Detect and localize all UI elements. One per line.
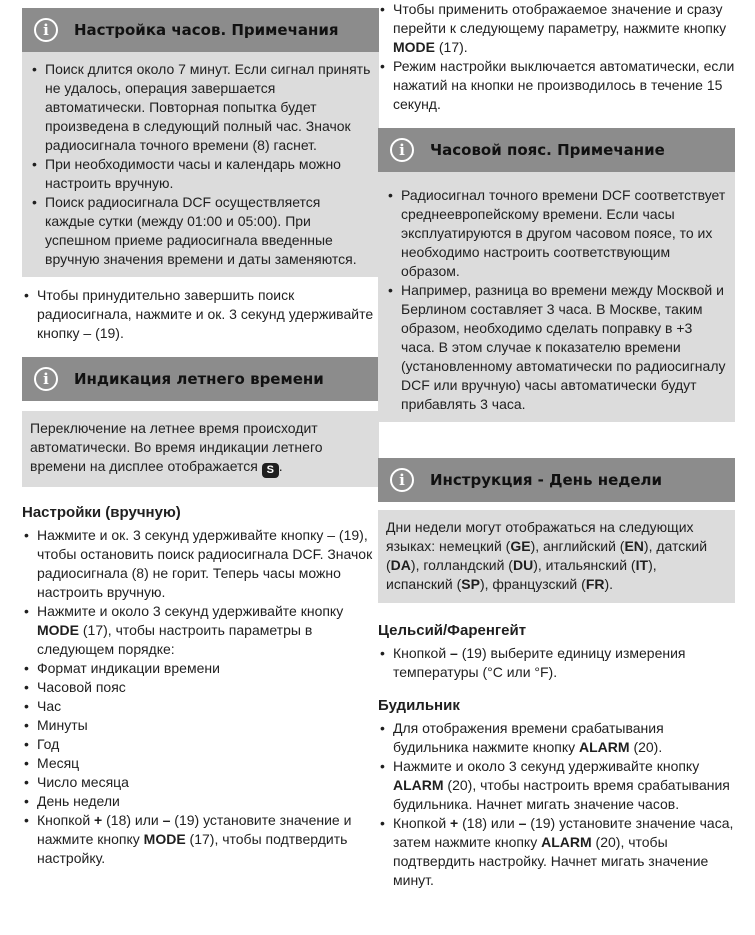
- list-item: • Формат индикации времени: [22, 659, 379, 678]
- info-icon: i: [34, 18, 58, 42]
- list-item: • Поиск радиосигнала DCF осуществляется каждые сутки (между 01:00 и 05:00). При успешном приеме радиосигнала введенные вручную значения времени и даты заменяются.: [30, 193, 371, 269]
- info-icon: i: [34, 367, 58, 391]
- alarm-title: Будильник: [378, 697, 460, 714]
- right-column: [378, 0, 735, 890]
- list-item: • Час: [22, 697, 379, 716]
- list-item: • Число месяца: [22, 773, 379, 792]
- manual-settings-title: Настройки (вручную): [22, 504, 181, 521]
- list-item: • День недели: [22, 792, 379, 811]
- list-item: • Месяц: [22, 754, 379, 773]
- clock-notes-box: [22, 52, 379, 277]
- list-item: • Чтобы принудительно завершить поиск радиосигнала, нажмите и ок. 3 секунд удерживайте кнопку – (19).: [22, 286, 379, 343]
- list-item: • Режим настройки выключается автоматически, если нажатий на кнопки не производилось в течение 15 секунд.: [378, 57, 735, 114]
- list-item: • Часовой пояс: [22, 678, 379, 697]
- info-icon: i: [390, 138, 414, 162]
- list-item: • Нажмите и около 3 секунд удерживайте кнопку ALARM (20), чтобы настроить время срабатывания будильника. Начнет мигать значение часов.: [378, 757, 735, 814]
- timezone-box: [378, 172, 735, 422]
- weekday-header: [378, 458, 735, 502]
- list-item: • Для отображения времени срабатывания будильника нажмите кнопку ALARM (20).: [378, 719, 735, 757]
- dst-text: Переключение на летнее время происходит автоматически. Во время индикации летнего времени на дисплее отображается: [30, 420, 323, 474]
- list-item: • Кнопкой + (18) или – (19) установите значение часа, затем нажмите кнопку ALARM (20), чтобы подтвердить настройку. Начнет мигать значение минут.: [378, 814, 735, 890]
- list-item: • Кнопкой + (18) или – (19) установите значение и нажмите кнопку MODE (17), чтобы подтвердить настройку.: [22, 811, 379, 868]
- list-item: • Чтобы применить отображаемое значение и сразу перейти к следующему параметру, нажмите кнопку MODE (17).: [378, 0, 735, 57]
- timezone-title: Часовой пояс. Примечание: [430, 140, 665, 159]
- info-icon: i: [390, 468, 414, 492]
- list-item: • Например, разница во времени между Москвой и Берлином составляет 3 часа. В Москве, таким образом, необходимо сделать поправку в +3 часа. В этом случае к показателю времени (установленному автоматически по радиосигналу DCF или вручную) часы автоматически будут прибавлять 3 часа.: [386, 281, 727, 414]
- timezone-header: [378, 128, 735, 172]
- weekday-title: Инструкция - День недели: [430, 470, 663, 489]
- temperature-title: Цельсий/Фаренгейт: [378, 622, 527, 639]
- list-item: • Год: [22, 735, 379, 754]
- list-item: • Нажмите и около 3 секунд удерживайте кнопку MODE (17), чтобы настроить параметры в следующем порядке:: [22, 602, 379, 659]
- list-item: • Радиосигнал точного времени DCF соответствует среднеевропейскому времени. Если часы эксплуатируются в другом часовом поясе, то их необходимо настроить соответствующим образом.: [386, 186, 727, 281]
- settings-order-list: [22, 659, 379, 811]
- summer-time-icon: S: [262, 463, 279, 478]
- clock-notes-header: [22, 8, 379, 52]
- list-item: • Минуты: [22, 716, 379, 735]
- list-item: • Кнопкой – (19) выберите единицу измерения температуры (°C или °F).: [378, 644, 735, 682]
- list-item: • При необходимости часы и календарь можно настроить вручную.: [30, 155, 371, 193]
- dst-box: Переключение на летнее время происходит автоматически. Во время индикации летнего времени на дисплее отображается S .: [22, 411, 379, 487]
- weekday-box: Дни недели могут отображаться на следующих языках: немецкий (GE), английский (EN), датский (DA), голландский (DU), итальянский (IT), испанский (SP), французский (FR).: [378, 510, 735, 603]
- clock-notes-title: Настройка часов. Примечания: [74, 20, 339, 39]
- dst-header: [22, 357, 379, 401]
- left-column: [22, 8, 379, 868]
- list-item: • Нажмите и ок. 3 секунд удерживайте кнопку – (19), чтобы остановить поиск радиосигнала DCF. Значок радиосигнала (8) не горит. Теперь часы можно настроить вручную.: [22, 526, 379, 602]
- list-item: • Поиск длится около 7 минут. Если сигнал принять не удалось, операция завершается автоматически. Повторная попытка будет произведена в следующий полный час. Значок радиосигнала точного времени (8) гаснет.: [30, 60, 371, 155]
- dst-title: Индикация летнего времени: [74, 369, 324, 388]
